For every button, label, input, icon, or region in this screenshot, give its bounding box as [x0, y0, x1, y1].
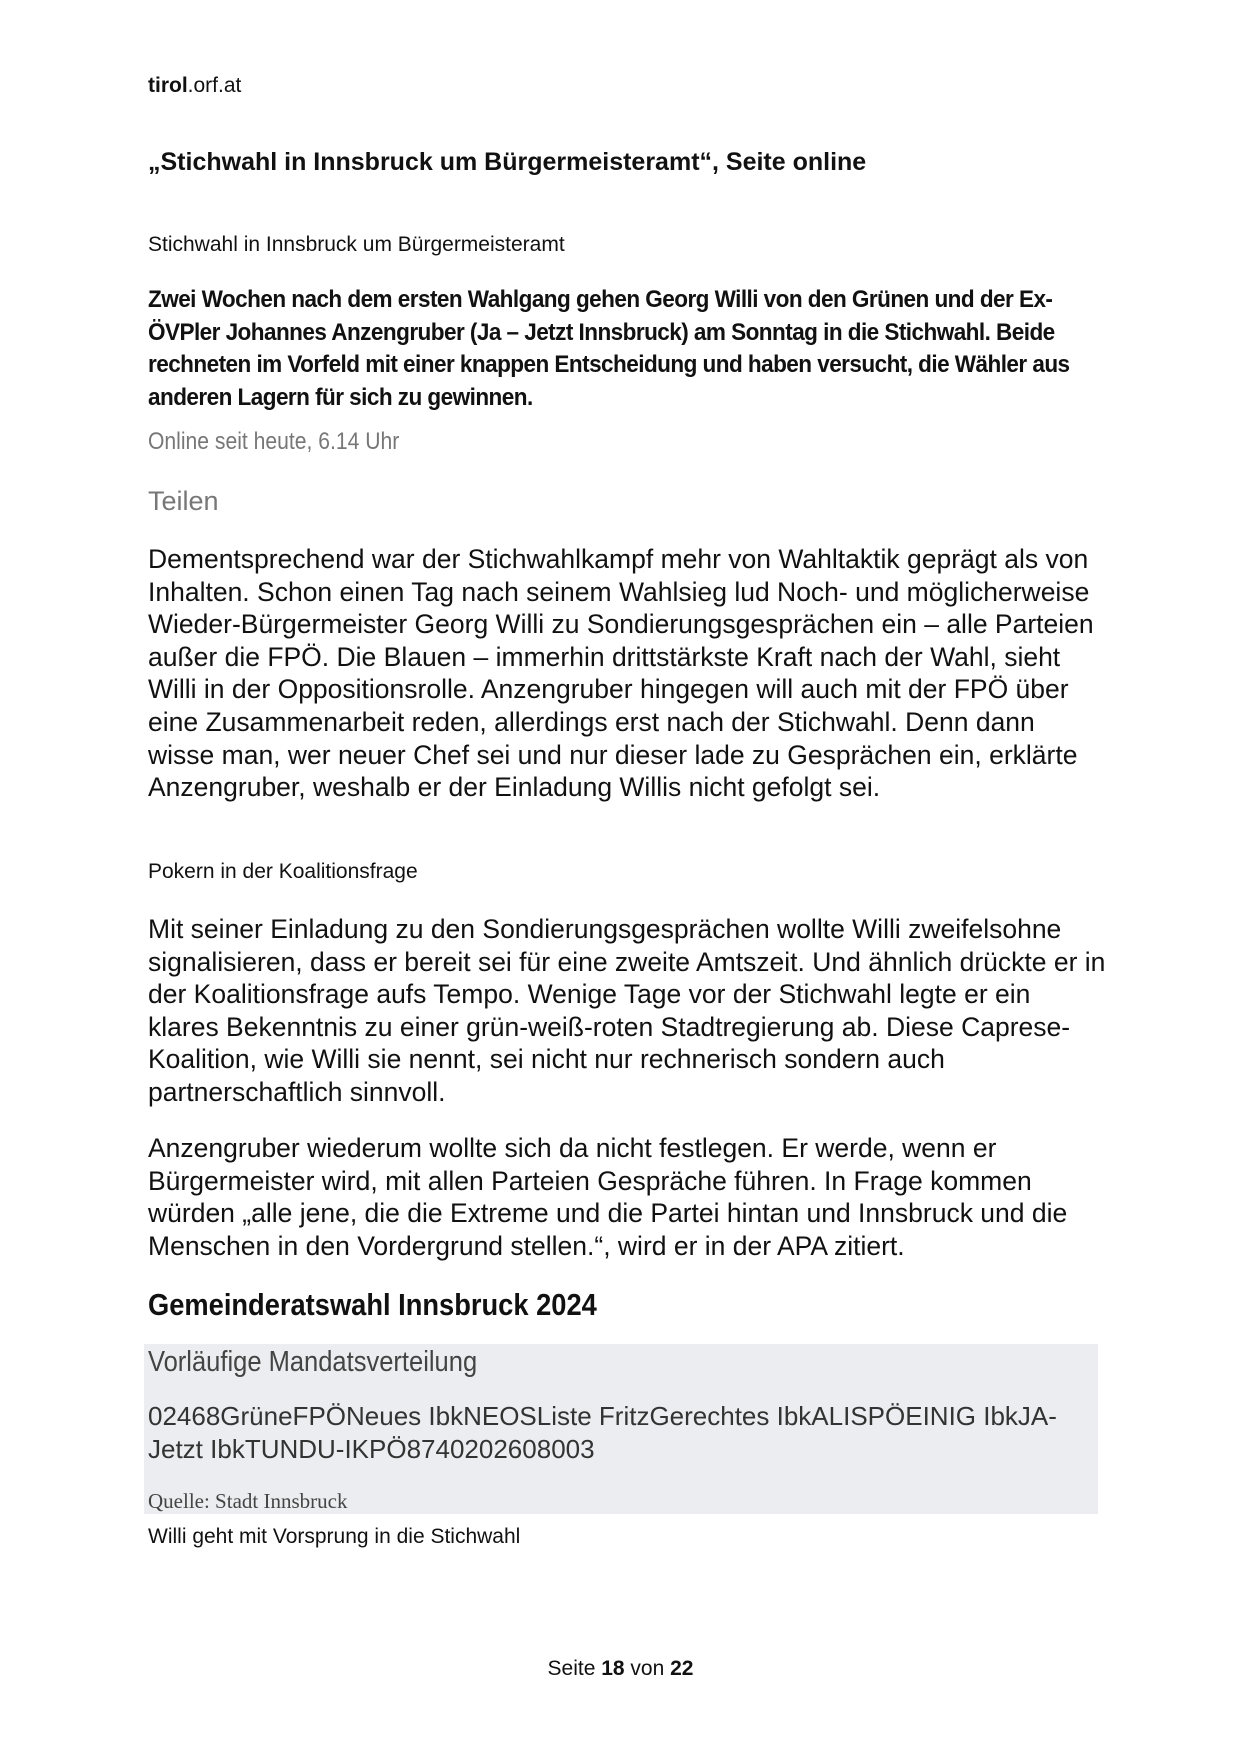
chart-box-source: Quelle: Stadt Innsbruck — [148, 1489, 348, 1513]
article-kicker: Stichwahl in Innsbruck um Bürgermeisteramt — [148, 233, 565, 256]
article-lead: Zwei Wochen nach dem ersten Wahlgang gehen Georg Willi von den Grünen und der Ex-ÖVPler Johannes Anzengruber (Ja – Jetzt Innsbruck) am Sonntag in die Stichwahl. Beide rechneten im Vorfeld mit einer knappen Entscheidung und haben versucht, die Wähler aus anderen Lagern für sich zu gewinnen. — [148, 286, 1070, 411]
chart-box-data-text: 02468GrüneFPÖNeues IbkNEOSListe FritzGerechtes IbkALISPÖEINIG IbkJA-Jetzt IbkTUNDU-IKPÖ8740202608003 — [148, 1401, 1057, 1464]
footer-page-number: 18 — [601, 1657, 625, 1680]
document-title: „Stichwahl in Innsbruck um Bürgermeisteramt“, Seite online — [148, 148, 867, 176]
share-label: Teilen — [148, 486, 219, 516]
source-site-bold: tirol — [148, 74, 188, 97]
article-subhead: Pokern in der Koalitionsfrage — [148, 860, 418, 883]
source-site — [148, 74, 241, 98]
footer-page-total: 22 — [670, 1657, 694, 1680]
article-paragraph-3: Anzengruber wiederum wollte sich da nicht festlegen. Er werde, wenn er Bürgermeister wird, mit allen Parteien Gespräche führen. In Frage kommen würden „alle jene, die die Extreme und die Partei hintan und Innsbruck und die Menschen in den Vordergrund stellen.“, wird er in der APA zitiert. — [148, 1133, 1068, 1261]
footer-prefix: Seite — [547, 1657, 602, 1680]
chart-box-title: Vorläufige Mandatsverteilung — [148, 1346, 478, 1378]
page-footer — [0, 1657, 1241, 1681]
source-site-rest: .orf.at — [187, 74, 242, 97]
article-caption: Willi geht mit Vorsprung in die Stichwahl — [148, 1525, 521, 1548]
footer-middle: von — [624, 1657, 671, 1680]
chart-box — [144, 1344, 1098, 1514]
article-paragraph-1: Dementsprechend war der Stichwahlkampf mehr von Wahltaktik geprägt als von Inhalten. Schon einen Tag nach seinem Wahlsieg lud Noch- und möglicherweise Wieder-Bürgermeister Georg Willi zu Sondierungsgesprächen ein – alle Parteien außer die FPÖ. Die Blauen – immerhin drittstärkste Kraft nach der Wahl, sieht Willi in der Oppositionsrolle. Anzengruber hingegen will auch mit der FPÖ über eine Zusammenarbeit reden, allerdings erst nach der Stichwahl. Denn dann wisse man, wer neuer Chef sei und nur dieser lade zu Gesprächen ein, erklärte Anzengruber, weshalb er der Einladung Willis nicht gefolgt sei. — [148, 544, 1094, 803]
article-timestamp: Online seit heute, 6.14 Uhr — [148, 428, 400, 455]
article-paragraph-2: Mit seiner Einladung zu den Sondierungsgesprächen wollte Willi zweifelsohne signalisieren, dass er bereit sei für eine zweite Amtszeit. Und ähnlich drückte er in der Koalitionsfrage aufs Tempo. Wenige Tage vor der Stichwahl legte er ein klares Bekenntnis zu einer grün-weiß-roten Stadtregierung ab. Diese Caprese-Koalition, wie Willi sie nennt, sei nicht nur rechnerisch sondern auch partnerschaftlich sinnvoll. — [148, 914, 1106, 1107]
section-title: Gemeinderatswahl Innsbruck 2024 — [148, 1287, 597, 1322]
